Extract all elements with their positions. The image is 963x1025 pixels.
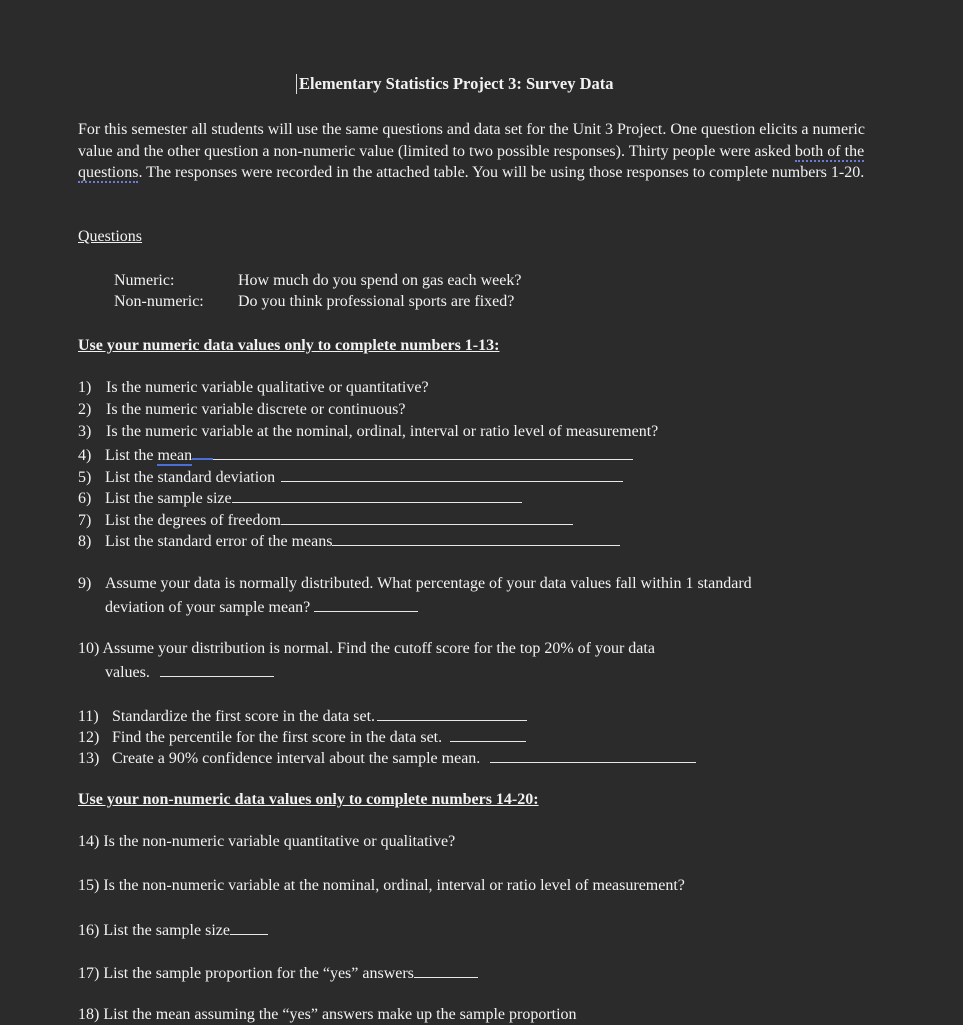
intro-dotted-phrase: both of the questions [78,142,865,181]
answer-blank-12[interactable] [450,726,526,742]
question-16: 16) List the sample size [78,919,268,941]
question-13: 13) Create a 90% confidence interval about the sample mean. [78,747,696,769]
section1-heading: Use your numeric data values only to complete numbers 1-13: [78,337,500,354]
answer-blank-5[interactable] [281,466,623,482]
answer-blank-9[interactable] [314,596,418,612]
question-17: 17) List the sample proportion for the “yes” answers [78,962,478,984]
question-10-line2: values. [105,661,274,683]
question-14: 14) Is the non-numeric variable quantitative or qualitative? [78,833,456,850]
intro-text-2: . The responses were recorded in the attached table. You will be using those responses to complete numbers 1-20. [138,164,865,181]
question-9-line2: deviation of your sample mean? [105,596,418,618]
question-9: 9) Assume your data is normally distributed. What percentage of your data values fall within 1 standard [78,575,752,592]
question-8: 8) List the standard error of the means [78,530,620,552]
answer-blank-11[interactable] [377,705,527,721]
question-15: 15) Is the non-numeric variable at the nominal, ordinal, interval or ratio level of measurement? [78,877,685,894]
answer-blank-8[interactable] [332,530,620,546]
question-6: 6) List the sample size [78,487,522,509]
intro-text-1: For this semester all students will use the same questions and data set for the Unit 3 Project. One question elicits a numeric value and the other question a non-numeric value (limited to two possible responses). Thirty people were asked [78,121,865,160]
question-18: 18) List the mean assuming the “yes” answers make up the sample proportion [78,1006,577,1023]
question-2: 2) Is the numeric variable discrete or continuous? [78,401,406,418]
question-7: 7) List the degrees of freedom [78,509,573,531]
intro-paragraph [78,119,888,184]
numeric-label: Numeric: [114,272,175,289]
question-3: 3) Is the numeric variable at the nominal, ordinal, interval or ratio level of measurement? [78,423,659,440]
question-11: 11) Standardize the first score in the data set. [78,705,527,727]
answer-blank-7[interactable] [281,509,573,525]
questions-heading: Questions [78,228,142,245]
numeric-question-row [114,271,521,291]
nonnumeric-question: Do you think professional sports are fixed? [238,293,515,310]
section2-heading: Use your non-numeric data values only to complete numbers 14-20: [78,791,539,808]
question-12: 12) Find the percentile for the first score in the data set. [78,726,526,748]
answer-blank-4[interactable] [213,444,633,460]
answer-blank-10[interactable] [160,661,274,677]
nonnumeric-label: Non-numeric: [114,293,204,310]
question-5: 5) List the standard deviation [78,466,623,488]
nonnumeric-question-row [114,292,514,312]
numeric-question: How much do you spend on gas each week? [238,272,522,289]
mean-highlight: mean [157,447,193,464]
document-title: Elementary Statistics Project 3: Survey Data [296,74,614,94]
answer-blank-6[interactable] [232,487,522,503]
question-1: 1) Is the numeric variable qualitative or quantitative? [78,379,429,396]
question-4: 4) List the mean [78,444,633,466]
answer-blank-17[interactable] [414,962,478,978]
answer-blank-16[interactable] [230,919,268,935]
answer-blank-13[interactable] [490,747,696,763]
question-10: 10) Assume your distribution is normal. Find the cutoff score for the top 20% of your data [78,640,655,657]
